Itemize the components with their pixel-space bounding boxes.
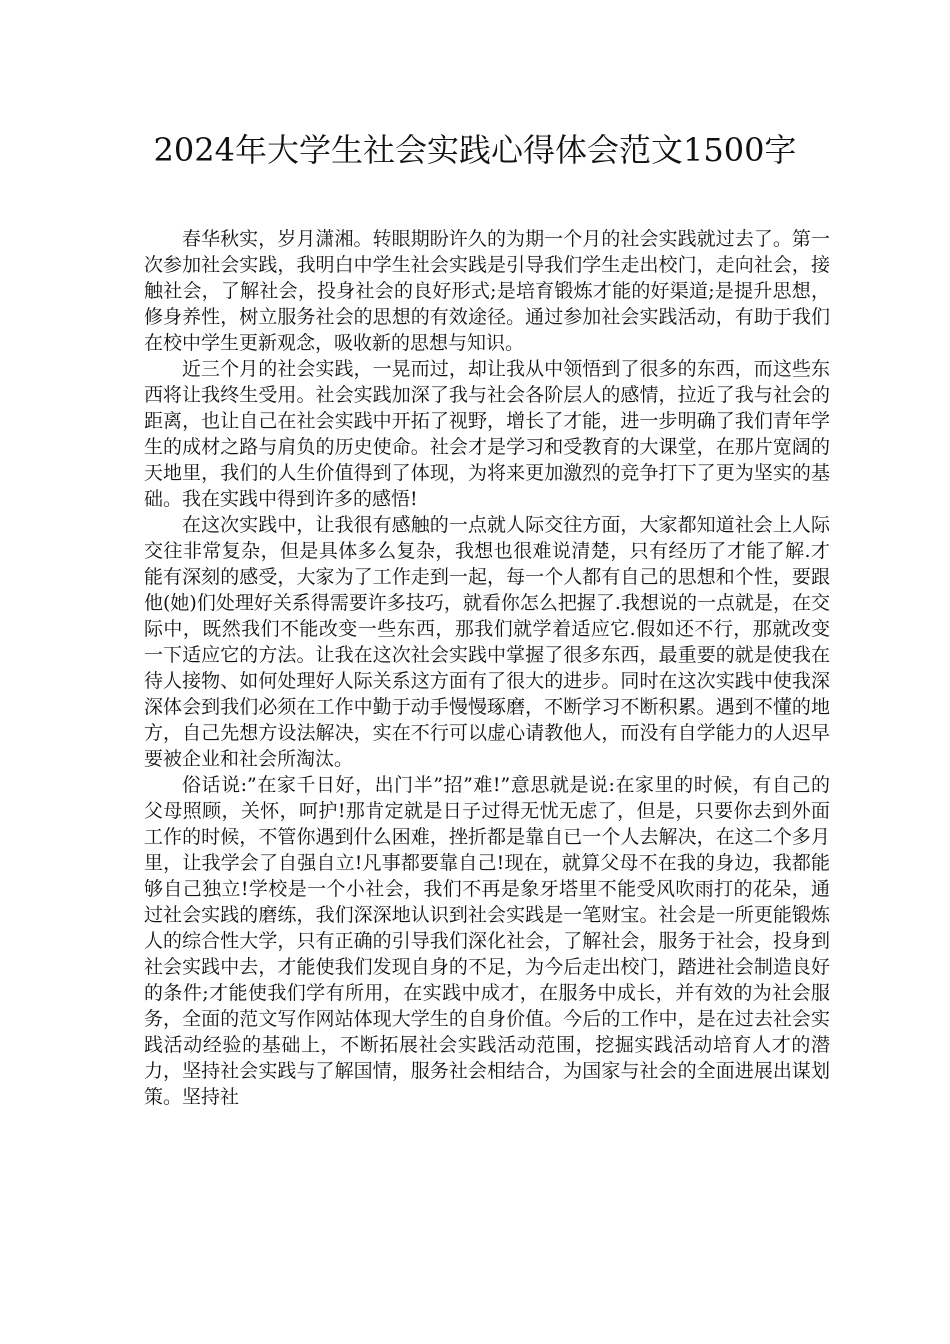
paragraph-3: 在这次实践中，让我很有感触的一点就人际交往方面，大家都知道社会上人际交往非常复杂，但是具体多么复杂，我想也很难说清楚，只有经历了才能了解.才能有深刻的感受，大家为了工作走到一起，每一个人都有自己的思想和个性，要跟他(她)们处理好关系得需要许多技巧，就看你怎么把握了.我想说的一点就是，在交际中，既然我们不能改变一些东西，那我们就学着适应它.假如还不行，那就改变一下适应它的方法。让我在这次社会实践中掌握了很多东西，最重要的就是使我在待人接物、如何处理好人际关系这方面有了很大的进步。同时在这次实践中使我深深体会到我们必须在工作中勤于动手慢慢琢磨，不断学习不断积累。遇到不懂的地方，自己先想方设法解决，实在不行可以虚心请教他人，而没有自学能力的人迟早要被企业和社会所淘汰。: [144, 514, 830, 770]
document-title: 2024年大学生社会实践心得体会范文1500字: [153, 131, 797, 169]
paragraph-4: 俗话说:”在家千日好，出门半”招”难!”意思就是说:在家里的时候，有自己的父母照顾，关怀，呵护!那肯定就是日子过得无忧无虑了，但是，只要你去到外面工作的时候，不管你遇到什么困难，挫折都是靠自已一个人去解决，在这二个多月里，让我学会了自强自立!凡事都要靠自己!现在，就算父母不在我的身边，我都能够自己独立!学校是一个小社会，我们不再是象牙塔里不能受风吹雨打的花朵，通过社会实践的磨练，我们深深地认识到社会实践是一笔财宝。社会是一所更能锻炼人的综合性大学，只有正确的引导我们深化社会，了解社会，服务于社会，投身到社会实践中去，才能使我们发现自身的不足，为今后走出校门，踏进社会制造良好的条件;才能使我们学有所用，在实践中成才，在服务中成长，并有效的为社会服务，全面的范文写作网站体现大学生的自身价值。今后的工作中，是在过去社会实践活动经验的基础上，不断拓展社会实践活动范围，挖掘实践活动培育人才的潜力，坚持社会实践与了解国情，服务社会相结合，为国家与社会的全面进展出谋划策。坚持社: [144, 774, 830, 1108]
document-body: [144, 226, 830, 1110]
paragraph-2: 近三个月的社会实践，一晃而过，却让我从中领悟到了很多的东西，而这些东西将让我终生受用。社会实践加深了我与社会各阶层人的感情，拉近了我与社会的距离，也让自己在社会实践中开拓了视野，增长了才能，进一步明确了我们青年学生的成材之路与肩负的历史使命。社会才是学习和受教育的大课堂，在那片宽阔的天地里，我们的人生价值得到了体现，为将来更加激烈的竞争打下了更为坚实的基础。我在实践中得到许多的感悟!: [144, 358, 830, 510]
paragraph-1: 春华秋实，岁月潇湘。转眼期盼许久的为期一个月的社会实践就过去了。第一次参加社会实践，我明白中学生社会实践是引导我们学生走出校门，走向社会，接触社会，了解社会，投身社会的良好形式;是培育锻炼才能的好渠道;是提升思想，修身养性，树立服务社会的思想的有效途径。通过参加社会实践活动，有助于我们在校中学生更新观念，吸收新的思想与知识。: [144, 228, 830, 354]
